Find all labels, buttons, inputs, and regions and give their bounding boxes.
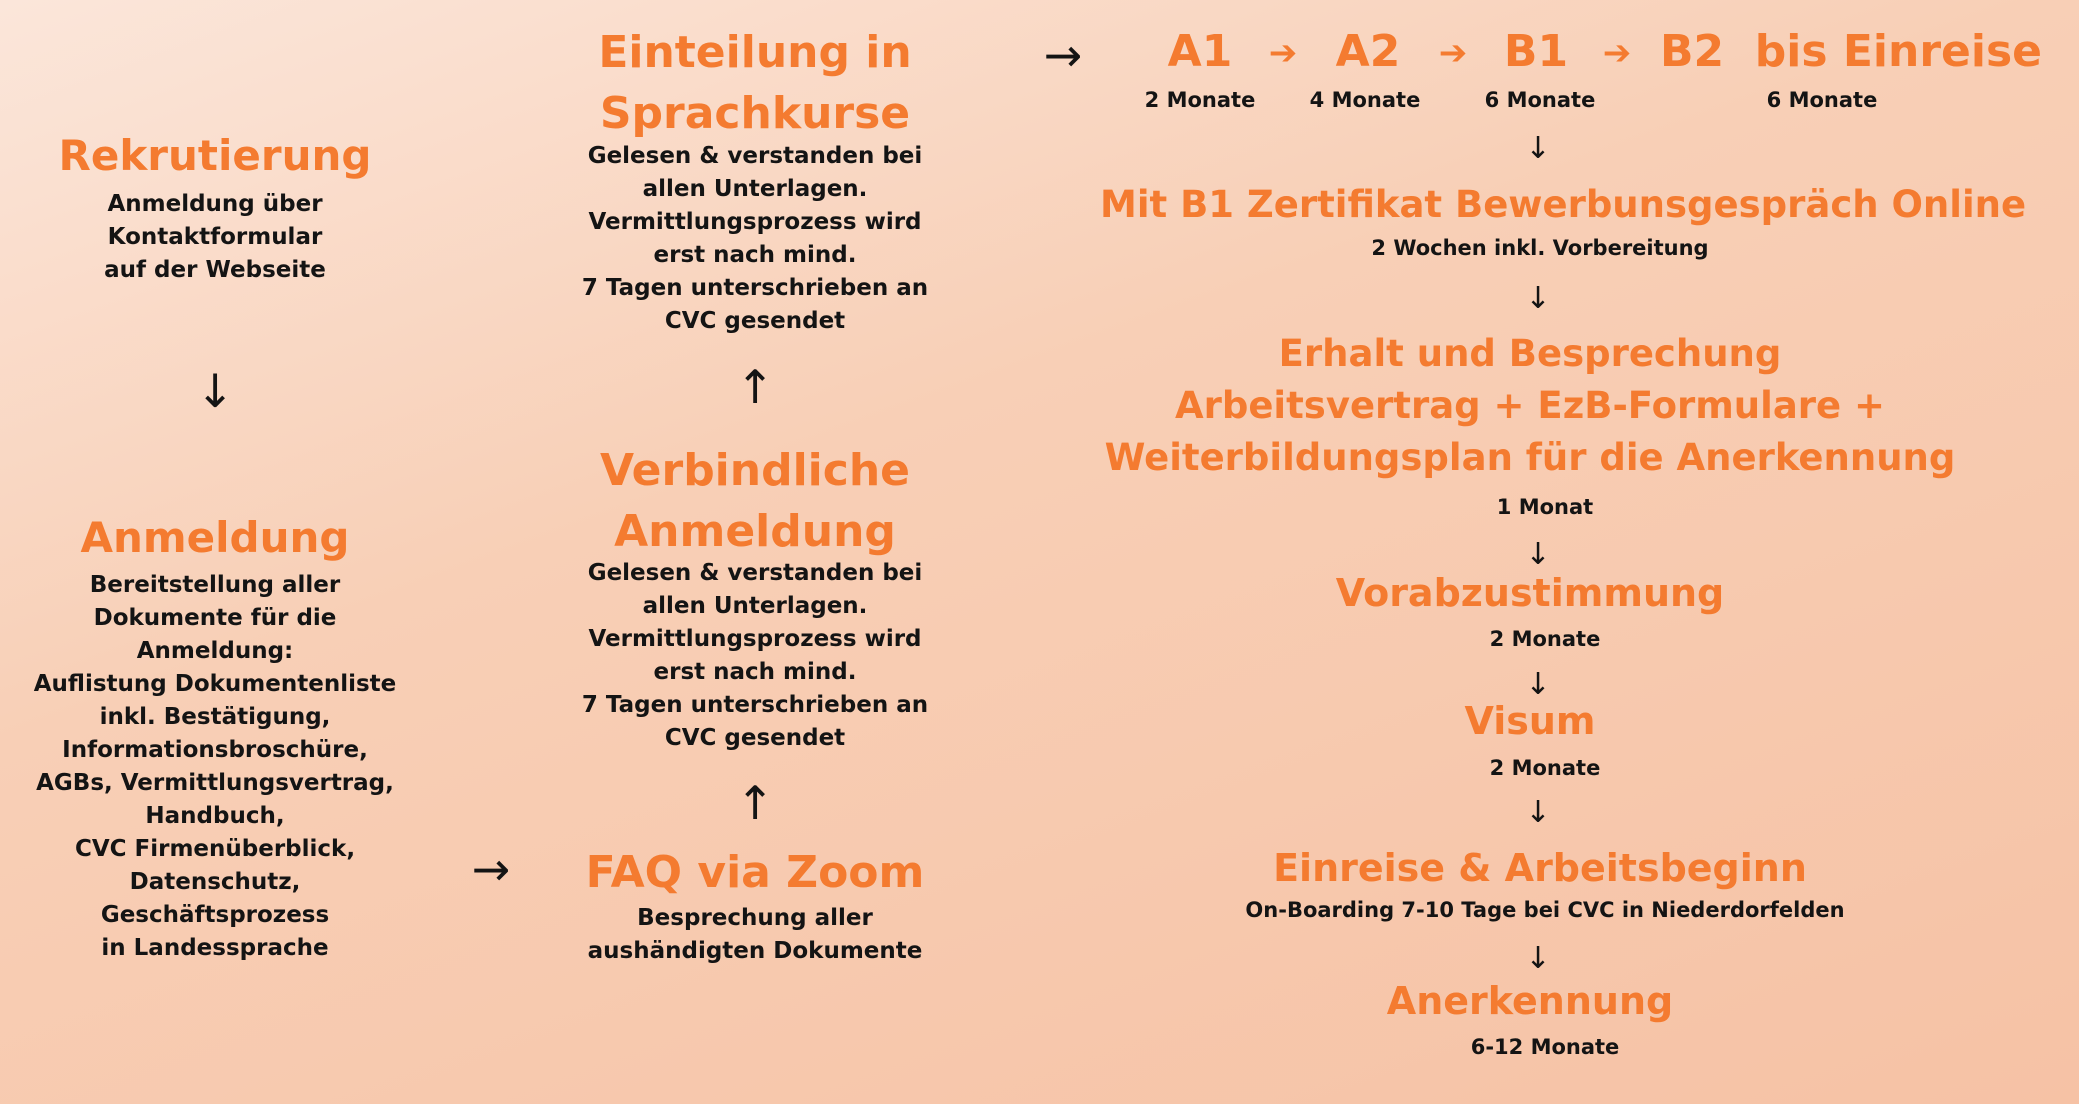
- step-desc-einteilung: Gelesen & verstanden bei allen Unterlagen. Vermittlungsprozess wird erst nach mind. 7 Tagen unterschrieben an CVC gesendet: [581, 143, 929, 334]
- arrow-down-icon: ↓: [1525, 537, 1551, 572]
- step-title-rekrutierung: Rekrutierung: [58, 131, 372, 180]
- step-duration-einreise: On-Boarding 7-10 Tage bei CVC in Niederdorfelden: [1245, 898, 1845, 922]
- level-b1: B1: [1503, 26, 1569, 77]
- step-duration-visum: 2 Monate: [1489, 756, 1601, 780]
- arrow-down-icon: ↓: [1525, 281, 1551, 316]
- level-a2: A2: [1335, 26, 1401, 77]
- level-b2-duration: 6 Monate: [1766, 88, 1878, 112]
- arrow-right-icon: →: [471, 842, 511, 896]
- step-title-erhalt: Erhalt und Besprechung Arbeitsvertrag + EzB-Formulare + Weiterbildungsplan für die Anerkennung: [1104, 332, 1956, 479]
- level-a2-duration: 4 Monate: [1309, 88, 1421, 112]
- arrow-down-icon: ↓: [1525, 941, 1551, 976]
- arrow-up-icon: ↑: [735, 360, 775, 414]
- level-b1-duration: 6 Monate: [1484, 88, 1596, 112]
- step-title-verbindlich: Verbindliche Anmeldung: [600, 445, 910, 557]
- step-duration-anerkennung: 6-12 Monate: [1470, 1035, 1620, 1059]
- step-desc-verbindlich: Gelesen & verstanden bei allen Unterlagen. Vermittlungsprozess wird erst nach mind. 7 Tagen unterschrieben an CVC gesendet: [581, 560, 929, 751]
- arrow-down-icon: ↓: [1525, 131, 1551, 166]
- step-desc-rekrutierung: Anmeldung über Kontaktformular auf der Webseite: [104, 191, 326, 283]
- step-title-anerkennung: Anerkennung: [1386, 979, 1674, 1023]
- level-a1-duration: 2 Monate: [1144, 88, 1256, 112]
- level-arrow-icon: ➔: [1602, 33, 1632, 73]
- step-title-vorab: Vorabzustimmung: [1335, 571, 1725, 615]
- level-a1: A1: [1167, 26, 1233, 77]
- step-duration-erhalt: 1 Monat: [1496, 495, 1594, 519]
- step-duration-vorab: 2 Monate: [1489, 627, 1601, 651]
- arrow-down-icon: ↓: [1525, 795, 1551, 830]
- step-title-faq: FAQ via Zoom: [585, 847, 925, 898]
- arrow-right-icon: →: [1043, 28, 1083, 82]
- step-title-visum: Visum: [1464, 699, 1596, 743]
- step-desc-anmeldung: Bereitstellung aller Dokumente für die Anmeldung: Auflistung Dokumentenliste inkl. Bestätigung, Informationsbroschüre, AGBs, Vermittlungsvertrag, Handbuch, CVC Firmenüberblick, Datenschutz, Geschäftsprozess in Landessprache: [33, 572, 397, 961]
- step-title-einreise: Einreise & Arbeitsbeginn: [1273, 846, 1807, 890]
- step-title-einteilung: Einteilung in Sprachkurse: [598, 27, 912, 139]
- arrow-down-icon: ↓: [1525, 667, 1551, 702]
- level-b2: B2 bis Einreise: [1660, 26, 2042, 77]
- level-arrow-icon: ➔: [1438, 33, 1468, 73]
- level-arrow-icon: ➔: [1268, 33, 1298, 73]
- step-title-b1: Mit B1 Zertifikat Bewerbunsgespräch Online: [1100, 183, 2027, 226]
- step-desc-faq: Besprechung aller aushändigten Dokumente: [587, 905, 923, 964]
- arrow-up-icon: ↑: [735, 776, 775, 830]
- arrow-down-icon: ↓: [195, 364, 235, 418]
- step-duration-b1: 2 Wochen inkl. Vorbereitung: [1371, 236, 1709, 260]
- step-title-anmeldung: Anmeldung: [80, 513, 350, 562]
